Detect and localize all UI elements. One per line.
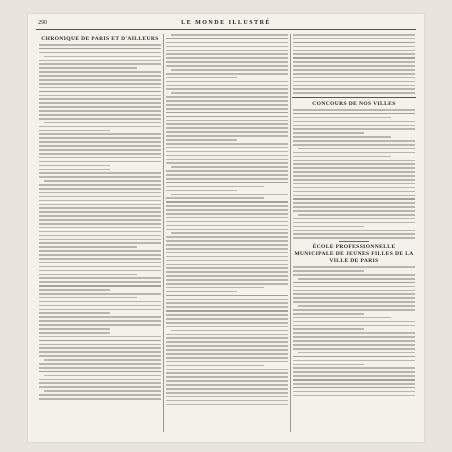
section-rule — [292, 97, 416, 98]
text-line — [293, 117, 391, 119]
text-line — [293, 371, 415, 373]
text-line — [293, 360, 415, 362]
text-line — [293, 321, 415, 323]
column-3 — [292, 34, 416, 434]
text-line — [166, 190, 237, 192]
text-line — [39, 266, 161, 268]
text-line — [39, 227, 161, 229]
text-line — [166, 182, 288, 184]
text-line — [166, 341, 288, 343]
text-line — [39, 386, 161, 388]
text-line — [39, 184, 161, 186]
text-line — [166, 65, 288, 67]
text-line — [293, 183, 415, 185]
text-line — [39, 328, 110, 330]
text-line — [293, 113, 415, 115]
text-line — [166, 372, 288, 374]
text-line — [293, 367, 415, 369]
text-line — [39, 274, 137, 276]
text-line — [293, 282, 415, 284]
text-line — [293, 46, 415, 48]
text-line — [39, 289, 110, 291]
text-line — [44, 122, 161, 124]
text-line — [39, 235, 161, 237]
text-line — [293, 171, 415, 173]
text-line — [293, 348, 415, 350]
text-line — [166, 369, 288, 371]
text-line — [39, 371, 161, 373]
text-line — [39, 130, 110, 132]
chronique-text-col1 — [38, 44, 162, 400]
text-line — [39, 67, 137, 69]
text-line — [39, 355, 161, 357]
text-line — [39, 169, 110, 171]
text-line — [293, 293, 415, 295]
text-line — [39, 172, 161, 174]
text-line — [293, 179, 415, 181]
text-line — [293, 356, 415, 358]
text-line — [166, 81, 288, 83]
text-line — [166, 135, 288, 137]
text-line — [166, 264, 288, 266]
text-line — [39, 270, 161, 272]
text-line — [166, 314, 288, 316]
text-line — [39, 367, 161, 369]
column-2 — [165, 34, 289, 434]
text-line — [293, 92, 415, 94]
text-line — [166, 38, 288, 40]
text-line — [293, 53, 415, 55]
col3-text-a — [292, 34, 416, 94]
text-line — [39, 239, 161, 241]
text-line — [293, 191, 415, 193]
text-line — [39, 87, 161, 89]
text-line — [293, 301, 415, 303]
text-line — [39, 347, 161, 349]
text-line — [39, 106, 161, 108]
text-line — [39, 95, 161, 97]
text-line — [166, 151, 288, 153]
text-line — [39, 382, 161, 384]
text-line — [44, 56, 161, 58]
text-line — [293, 88, 415, 90]
text-line — [293, 167, 415, 169]
text-line — [39, 301, 161, 303]
text-line — [293, 61, 415, 63]
text-line — [166, 260, 288, 262]
text-line — [39, 344, 161, 346]
text-line — [39, 71, 161, 73]
text-line — [166, 310, 288, 312]
text-line — [166, 104, 288, 106]
text-line — [39, 188, 161, 190]
text-line — [39, 48, 161, 50]
text-line — [39, 60, 161, 62]
text-line — [293, 57, 415, 59]
text-line — [293, 128, 415, 130]
text-line — [166, 42, 288, 44]
text-line — [293, 77, 415, 79]
text-line — [166, 302, 288, 304]
text-line — [293, 38, 415, 40]
text-line — [39, 44, 161, 46]
text-line — [39, 312, 110, 314]
text-line — [293, 109, 415, 111]
text-line — [166, 170, 288, 172]
text-line — [39, 262, 161, 264]
text-line — [166, 61, 288, 63]
text-line — [166, 334, 288, 336]
text-line — [39, 149, 161, 151]
text-line — [293, 65, 415, 67]
text-line — [166, 201, 288, 203]
text-line — [166, 213, 288, 215]
text-line — [39, 258, 161, 260]
text-line — [39, 379, 161, 381]
text-line — [166, 349, 288, 351]
text-line — [39, 219, 161, 221]
text-line — [39, 363, 161, 365]
text-line — [39, 340, 161, 342]
text-line — [293, 198, 415, 200]
text-line — [166, 322, 288, 324]
text-line — [166, 291, 237, 293]
text-line — [39, 293, 161, 295]
text-line — [298, 214, 415, 216]
text-line — [298, 148, 415, 150]
text-line — [293, 218, 415, 220]
text-line — [293, 73, 415, 75]
text-line — [44, 390, 161, 392]
text-line — [166, 162, 288, 164]
text-line — [293, 85, 415, 87]
text-line — [293, 136, 391, 138]
text-line — [166, 123, 288, 125]
text-line — [44, 180, 161, 182]
text-line — [166, 248, 288, 250]
text-line — [293, 309, 415, 311]
text-line — [44, 359, 161, 361]
text-line — [166, 236, 288, 238]
text-line — [39, 52, 161, 54]
text-line — [39, 98, 161, 100]
text-line — [293, 206, 415, 208]
text-line — [166, 139, 237, 141]
text-line — [39, 91, 161, 93]
text-line — [293, 50, 415, 52]
text-line — [166, 396, 288, 398]
text-line — [293, 237, 415, 239]
text-line — [166, 178, 288, 180]
text-line — [39, 336, 161, 338]
text-line — [293, 391, 415, 393]
text-line — [166, 267, 288, 269]
text-line — [293, 379, 415, 381]
text-line — [39, 79, 161, 81]
text-line — [166, 361, 288, 363]
text-line — [166, 306, 288, 308]
text-line — [39, 277, 161, 279]
text-line — [293, 286, 415, 288]
text-line — [166, 240, 288, 242]
text-line — [39, 285, 161, 287]
text-line — [171, 69, 288, 71]
text-line — [39, 215, 161, 217]
text-line — [166, 318, 288, 320]
section-rule — [339, 241, 369, 242]
text-line — [293, 290, 415, 292]
text-line — [39, 281, 161, 283]
text-line — [39, 305, 161, 307]
text-line — [39, 137, 161, 139]
text-line — [171, 166, 288, 168]
text-line — [39, 246, 137, 248]
text-line — [293, 140, 415, 142]
text-line — [39, 231, 161, 233]
text-line — [39, 242, 161, 244]
text-line — [166, 50, 288, 52]
text-line — [39, 254, 161, 256]
text-line — [166, 357, 288, 359]
text-line — [171, 92, 288, 94]
text-line — [39, 320, 161, 322]
text-line — [293, 195, 415, 197]
text-line — [166, 400, 288, 402]
text-line — [166, 252, 288, 254]
text-line — [293, 42, 415, 44]
text-line — [166, 345, 288, 347]
text-line — [293, 274, 415, 276]
text-line — [166, 287, 264, 289]
text-line — [293, 332, 415, 334]
text-line — [166, 384, 288, 386]
text-line — [293, 132, 364, 134]
text-line — [166, 337, 288, 339]
text-line — [293, 387, 415, 389]
text-line — [39, 157, 161, 159]
text-line — [171, 330, 288, 332]
text-line — [293, 69, 415, 71]
text-line — [293, 81, 415, 83]
text-line — [293, 226, 364, 228]
text-line — [166, 256, 288, 258]
text-line — [39, 309, 161, 311]
text-line — [293, 125, 415, 127]
text-line — [39, 207, 161, 209]
text-line — [293, 34, 415, 36]
text-line — [39, 332, 110, 334]
text-line — [39, 351, 161, 353]
text-line — [39, 223, 161, 225]
running-head — [36, 18, 416, 28]
text-line — [298, 352, 415, 354]
text-line — [166, 392, 288, 394]
column-separator — [290, 34, 291, 432]
text-line — [166, 244, 288, 246]
ecole-text — [292, 266, 416, 396]
text-line — [166, 108, 288, 110]
text-line — [166, 326, 288, 328]
text-line — [293, 233, 415, 235]
text-line — [298, 305, 415, 307]
column-separator — [163, 34, 164, 432]
text-line — [293, 395, 415, 397]
text-line — [166, 376, 288, 378]
text-line — [166, 404, 288, 406]
text-line — [293, 336, 415, 338]
text-line — [39, 110, 161, 112]
text-line — [166, 100, 288, 102]
text-line — [39, 153, 161, 155]
text-line — [293, 270, 364, 272]
text-line — [166, 209, 288, 211]
text-line — [293, 230, 415, 232]
text-line — [44, 375, 161, 377]
text-line — [39, 83, 161, 85]
text-line — [171, 194, 288, 196]
text-line — [166, 73, 288, 75]
text-line — [166, 197, 264, 199]
page-number: 290 — [38, 20, 47, 26]
text-line — [166, 365, 264, 367]
text-line — [166, 88, 288, 90]
text-line — [39, 192, 161, 194]
text-line — [293, 156, 391, 158]
text-line — [166, 221, 288, 223]
column-1 — [38, 34, 162, 434]
text-line — [39, 398, 161, 400]
ecole-title: ÉCOLE PROFESSIONNELLE MUNICIPALE DE JEUNES FILLES DE LA VILLE DE PARIS — [294, 244, 414, 265]
text-line — [293, 297, 415, 299]
text-line — [293, 210, 415, 212]
newspaper-page — [28, 14, 424, 442]
text-line — [293, 344, 415, 346]
text-line — [39, 316, 161, 318]
text-line — [39, 165, 110, 167]
text-line — [166, 112, 288, 114]
text-line — [166, 159, 288, 161]
text-line — [166, 279, 288, 281]
text-line — [39, 324, 161, 326]
text-line — [39, 102, 161, 104]
text-line — [166, 85, 288, 87]
text-line — [293, 160, 415, 162]
text-line — [293, 364, 364, 366]
text-line — [166, 229, 288, 231]
chronique-text-col2 — [165, 34, 289, 405]
text-line — [166, 96, 288, 98]
text-line — [166, 120, 288, 122]
text-line — [293, 317, 391, 319]
text-line — [171, 34, 288, 36]
text-line — [166, 271, 288, 273]
text-line — [166, 53, 288, 55]
journal-title: LE MONDE ILLUSTRÉ — [181, 20, 271, 26]
text-line — [39, 394, 161, 396]
concours-title: CONCOURS DE NOS VILLES — [312, 100, 396, 107]
text-line — [293, 325, 415, 327]
concours-text — [292, 109, 416, 239]
text-line — [293, 266, 415, 268]
text-line — [166, 143, 288, 145]
text-line — [293, 144, 415, 146]
text-line — [166, 217, 288, 219]
text-line — [39, 176, 161, 178]
text-line — [166, 283, 288, 285]
text-line — [39, 200, 161, 202]
chronique-title: CHRONIQUE DE PARIS ET D'AILLEURS — [41, 36, 159, 42]
text-line — [39, 75, 161, 77]
text-line — [166, 388, 288, 390]
text-line — [293, 152, 415, 154]
text-line — [166, 57, 288, 59]
text-line — [39, 297, 137, 299]
text-line — [39, 145, 161, 147]
text-line — [39, 211, 161, 213]
text-line — [166, 299, 288, 301]
text-line — [166, 116, 288, 118]
text-line — [293, 375, 415, 377]
text-line — [166, 77, 237, 79]
text-line — [166, 275, 288, 277]
text-line — [39, 250, 161, 252]
text-line — [39, 161, 161, 163]
text-line — [39, 133, 161, 135]
text-line — [166, 155, 288, 157]
text-line — [166, 147, 288, 149]
text-line — [293, 187, 415, 189]
text-line — [293, 383, 415, 385]
text-line — [39, 118, 161, 120]
text-line — [293, 163, 415, 165]
text-line — [166, 174, 288, 176]
text-line — [293, 328, 364, 330]
text-line — [39, 204, 161, 206]
text-line — [293, 340, 415, 342]
text-line — [39, 141, 161, 143]
text-line — [39, 114, 161, 116]
text-line — [166, 225, 288, 227]
text-line — [298, 278, 415, 280]
text-line — [166, 46, 288, 48]
text-line — [39, 196, 161, 198]
text-line — [293, 121, 415, 123]
text-line — [166, 127, 288, 129]
text-line — [293, 222, 415, 224]
text-line — [171, 232, 288, 234]
text-line — [39, 63, 161, 65]
text-line — [293, 313, 364, 315]
text-line — [166, 353, 288, 355]
text-line — [293, 202, 415, 204]
text-line — [166, 205, 288, 207]
text-line — [166, 380, 288, 382]
text-line — [166, 186, 264, 188]
text-line — [166, 295, 288, 297]
text-line — [39, 126, 161, 128]
header-rule — [36, 29, 416, 30]
text-line — [293, 175, 415, 177]
text-line — [166, 131, 288, 133]
